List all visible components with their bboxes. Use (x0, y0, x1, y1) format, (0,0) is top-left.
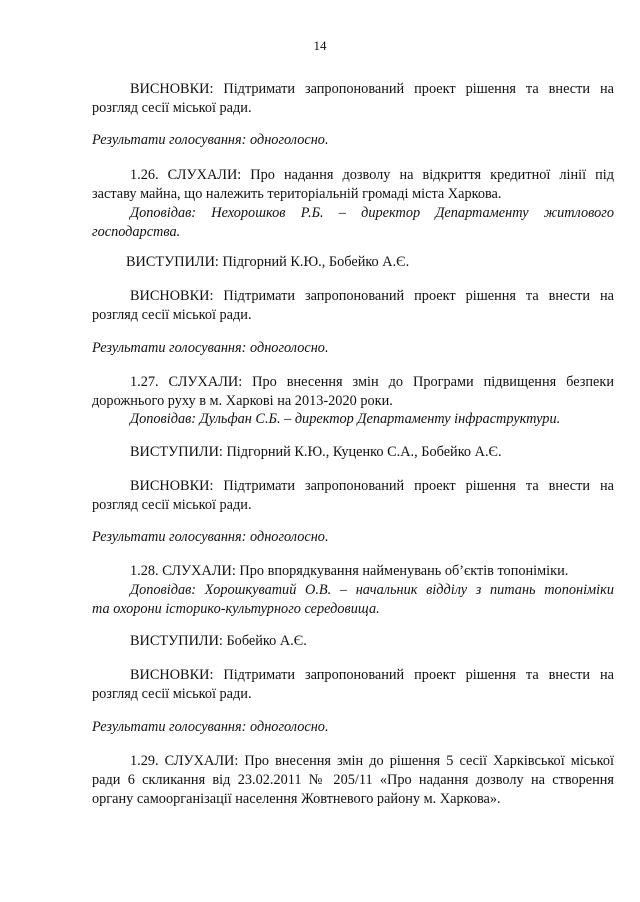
item-1-28-spoke (92, 632, 614, 651)
item-1-27-spoke (92, 443, 614, 462)
conclusions-line-2: розгляд сесії міської ради. (92, 307, 252, 323)
conclusions-line-1: ВИСНОВКИ: Підтримати запропонований проект рішення та внести на (130, 288, 614, 304)
item-1-27-heard (92, 373, 614, 411)
heard-line-1: 1.27. СЛУХАЛИ: Про внесення змін до Програми підвищення безпеки (130, 374, 614, 390)
conclusions-line-1: ВИСНОВКИ: Підтримати запропонований проект рішення та внести на (130, 81, 614, 97)
conclusions-line-2: розгляд сесії міської ради. (92, 497, 252, 513)
voting-result: Результати голосування: одноголосно. (92, 340, 329, 356)
item-1-28-heard (92, 562, 614, 581)
heard-line-1: 1.28. СЛУХАЛИ: Про впорядкування найменувань об’єктів топоніміки. (130, 563, 569, 579)
voting-result: Результати голосування: одноголосно. (92, 719, 329, 735)
conclusions-line-2: розгляд сесії міської ради. (92, 100, 252, 116)
speaker-line-1: Доповідав: Хорошкуватий О.В. – начальник відділу з питань топоніміки (130, 582, 614, 598)
heard-line-1: 1.29. СЛУХАЛИ: Про внесення змін до рішення 5 сесії Харківської міської (130, 753, 614, 769)
conclusions-block (92, 80, 614, 118)
speaker-line-1: Доповідав: Нехорошков Р.Б. – директор Департаменту житлового (130, 205, 614, 221)
item-1-27-speaker (92, 410, 614, 429)
item-1-26-speaker (92, 204, 614, 242)
conclusions-line-1: ВИСНОВКИ: Підтримати запропонований проект рішення та внести на (130, 478, 614, 494)
spoke-line: ВИСТУПИЛИ: Бобейко А.Є. (130, 633, 307, 649)
heard-line-2: ради 6 скликання від 23.02.2011 № 205/11 «Про надання дозволу на створення (92, 772, 614, 788)
page-number: 14 (313, 38, 327, 53)
heard-line-3: органу самоорганізації населення Жовтневого району м. Харкова». (92, 791, 501, 807)
speaker-line-1: Доповідав: Дульфан С.Б. – директор Департаменту інфраструктури. (130, 411, 561, 427)
conclusions-block (92, 666, 614, 704)
conclusions-line-1: ВИСНОВКИ: Підтримати запропонований проект рішення та внести на (130, 667, 614, 683)
heard-line-2: заставу майна, що належить територіальній громаді міста Харкова. (92, 186, 502, 202)
item-1-28-speaker (92, 581, 614, 619)
conclusions-line-2: розгляд сесії міської ради. (92, 686, 252, 702)
conclusions-block (92, 477, 614, 515)
heard-line-1: 1.26. СЛУХАЛИ: Про надання дозволу на відкриття кредитної лінії під (130, 167, 614, 183)
speaker-line-2: господарства. (92, 224, 181, 240)
voting-result: Результати голосування: одноголосно. (92, 529, 329, 545)
spoke-line: ВИСТУПИЛИ: Підгорний К.Ю., Бобейко А.Є. (126, 254, 410, 270)
speaker-line-2: та охорони історико-культурного середовища. (92, 601, 380, 617)
spoke-line: ВИСТУПИЛИ: Підгорний К.Ю., Куценко С.А., Бобейко А.Є. (130, 444, 502, 460)
item-1-29-heard (92, 752, 614, 809)
voting-result: Результати голосування: одноголосно. (92, 132, 329, 148)
item-1-26-heard (92, 166, 614, 204)
conclusions-block (92, 287, 614, 325)
item-1-26-spoke (92, 253, 614, 272)
heard-line-2: дорожнього руху в м. Харкові на 2013-2020 роки. (92, 393, 393, 409)
